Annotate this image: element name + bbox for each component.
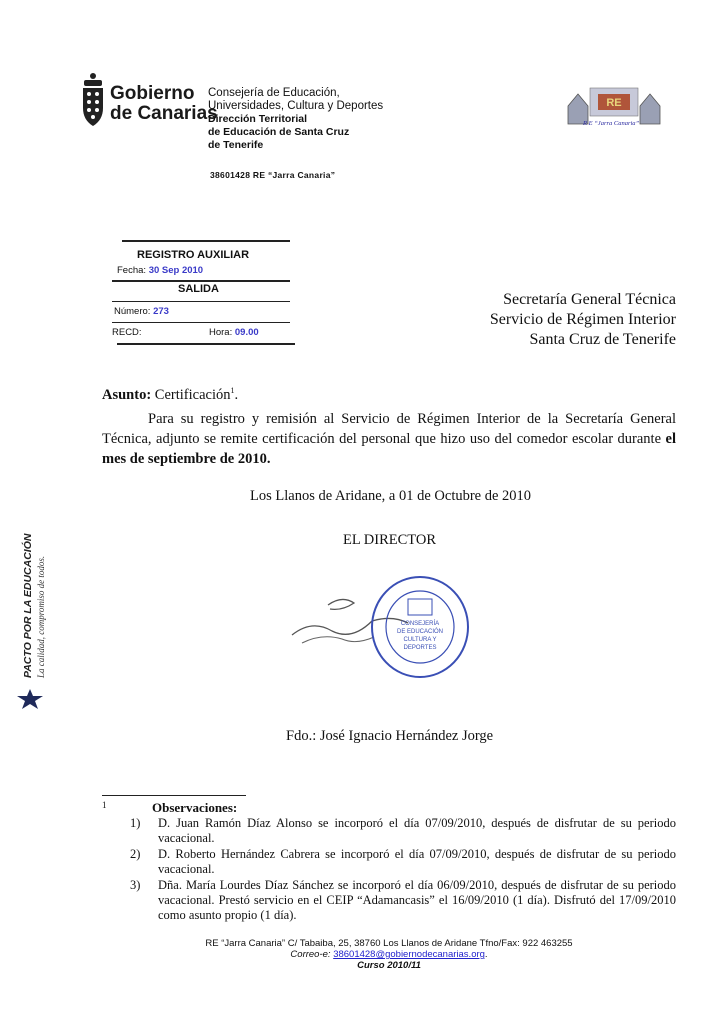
pacto-sidebar [20, 533, 50, 688]
re-logo-caption: R E “Jarra Canaria” [583, 120, 640, 127]
footer-address: RE “Jarra Canaria” C/ Tabaiba, 25, 38760 Los Llanos de Aridane Tfno/Fax: 922 463255 [205, 938, 573, 949]
gobierno-line-2: de Canarias [110, 103, 218, 124]
footnote-rule [102, 795, 246, 796]
footer-email-line [102, 949, 676, 960]
registro-fecha [117, 265, 203, 276]
numero-value: 273 [153, 306, 169, 317]
asunto-footnote-ref: 1 [230, 386, 235, 395]
gobierno-title [110, 84, 218, 124]
signature-stamp-icon [282, 575, 472, 695]
numero-label: Número: [114, 306, 151, 317]
list-item-text: D. Juan Ramón Díaz Alonso se incorporó el día 07/09/2010, después de disfrutar de su periodo vacacional. [158, 816, 676, 845]
pacto-main-text: PACTO POR LA EDUCACIÓN [22, 533, 34, 678]
footer-email-end: . [484, 949, 488, 960]
registro-bottom-rule [117, 343, 295, 345]
dept-line-1: Consejería de Educación, [208, 87, 340, 99]
footnote-title: Observaciones: [152, 800, 238, 815]
footer-curso: Curso 2010/11 [357, 960, 421, 971]
re-logo-text: RE [606, 97, 622, 109]
asunto-end: . [234, 386, 239, 403]
body-text: Para su registro y remisión al Servicio de Régimen Interior de la Secretaría General Técnica, adjunto se remite certificación del personal que hizo uso del comedor escolar durante [102, 411, 676, 447]
svg-text:CULTURA Y: CULTURA Y [403, 637, 437, 643]
list-item-text: Dña. María Lourdes Díaz Sánchez se incorporó el día 06/09/2010, después de disfrutar de su periodo vacacional. Prestó servicio en el CEIP “Adamancasis” el 16/09/2010 (1 día). Disfrutó del 17/09/2010 como asunto propio (1 día). [158, 878, 676, 922]
footer-email-label: Correo-e: [290, 949, 331, 960]
fecha-value: 30 Sep 2010 [148, 265, 204, 276]
recipient-block [490, 290, 676, 350]
registro-salida: SALIDA [178, 283, 219, 295]
gobierno-line-1: Gobierno [110, 83, 195, 104]
list-item-number: 1) [130, 816, 141, 830]
footnote-list [130, 816, 676, 924]
hora-value: 09.00 [234, 327, 259, 338]
recd-label: RECD: [112, 327, 142, 338]
asunto-line [102, 386, 238, 404]
dept-line-2: Universidades, Cultura y Deportes [208, 100, 384, 112]
school-code: 38601428 RE “Jarra Canaria” [210, 170, 336, 180]
list-item [130, 847, 676, 877]
registro-mid-rule [112, 280, 290, 282]
list-item [130, 878, 676, 923]
list-item-text: D. Roberto Hernández Cabrera se incorporó el día 07/09/2010, después de disfrutar de su periodo vacacional. [158, 847, 676, 876]
body-paragraph [102, 409, 676, 469]
footer [102, 938, 676, 971]
list-item-number: 2) [130, 847, 141, 861]
fecha-label: Fecha: [117, 265, 147, 276]
pacto-sub-text: La calidad, compromiso de todos. [36, 555, 46, 678]
director-title: EL DIRECTOR [343, 532, 437, 548]
department-block [208, 87, 383, 152]
list-item-number: 3) [130, 878, 141, 892]
coat-of-arms-icon [80, 72, 106, 128]
recipient-line-2: Servicio de Régimen Interior [489, 311, 676, 328]
registro-rule-3 [112, 322, 290, 323]
asunto-label: Asunto: [102, 386, 152, 403]
svg-text:DE EDUCACIÓN: DE EDUCACIÓN [396, 629, 444, 635]
footnote-mark: 1 [102, 800, 107, 810]
dept-bold-line-1: Dirección Territorial [208, 113, 308, 125]
hora-label: Hora: [209, 327, 233, 338]
registro-top-rule [122, 240, 290, 242]
star-icon [16, 688, 44, 710]
body-bold: el mes de septiembre de 2010. [102, 431, 676, 467]
svg-text:DEPORTES: DEPORTES [403, 645, 437, 651]
list-item [130, 816, 676, 846]
signed-by: Fdo.: José Ignacio Hernández Jorge [286, 728, 494, 744]
footer-email-link[interactable]: 38601428@gobiernodecanarias.org [333, 949, 485, 960]
recipient-line-1: Secretaría General Técnica [503, 291, 676, 308]
registro-hora [209, 327, 259, 338]
dept-bold-line-2: de Educación de Santa Cruz [208, 126, 350, 138]
registro-rule-2 [112, 301, 290, 302]
registro-title: REGISTRO AUXILIAR [137, 249, 250, 261]
asunto-text: Certificación [154, 386, 231, 403]
registro-numero [114, 306, 169, 317]
recipient-line-3: Santa Cruz de Tenerife [529, 331, 676, 348]
dept-bold-line-3: de Tenerife [208, 139, 264, 151]
svg-text:CONSEJERÍA: CONSEJERÍA [400, 621, 440, 627]
place-date: Los Llanos de Aridane, a 01 de Octubre de 2010 [250, 488, 532, 504]
